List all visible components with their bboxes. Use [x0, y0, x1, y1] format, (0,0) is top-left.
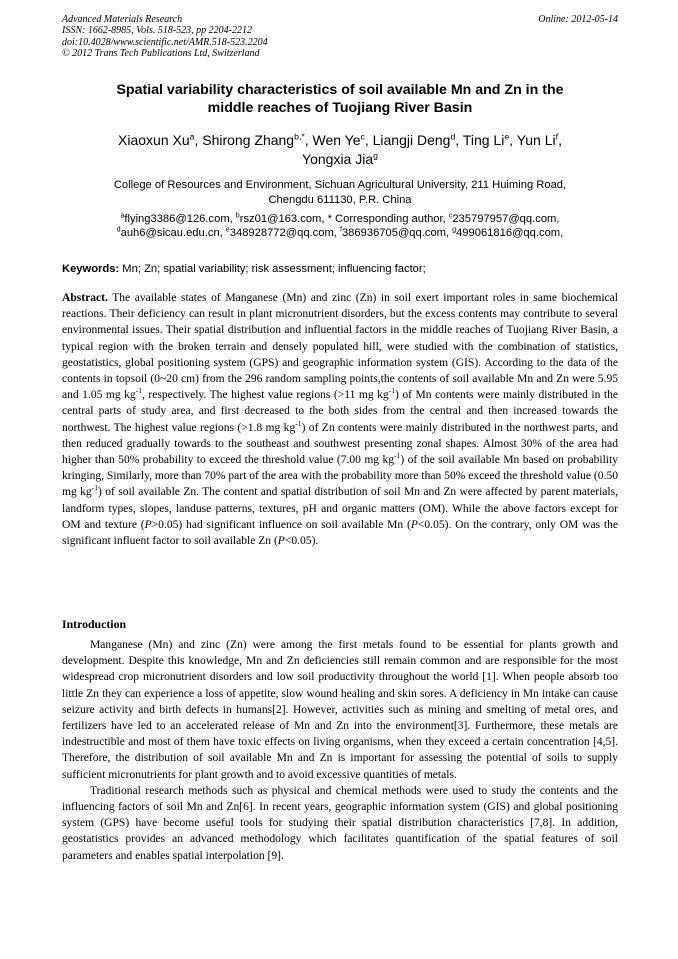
- author-affiliation-mark: g: [373, 150, 378, 161]
- email-address[interactable]: auh6@sicau.edu.cn,: [120, 227, 226, 239]
- affiliation-line-2: Chengdu 611130, P.R. China: [268, 194, 412, 206]
- author-name: Yongxia Jia: [302, 151, 374, 167]
- keywords-label: Keywords:: [62, 263, 120, 275]
- email-address[interactable]: flying3386@126.com,: [124, 213, 236, 225]
- p-value-symbol: P: [277, 535, 285, 548]
- author-separator: ,: [455, 132, 463, 148]
- email-mark: g: [452, 226, 457, 234]
- abstract-paragraph: [62, 290, 618, 549]
- title-line-2: middle reaches of Tuojiang River Basin: [207, 100, 473, 116]
- author-separator: ,: [509, 132, 517, 148]
- p-value-symbol: P: [410, 518, 418, 531]
- email-mark: e: [225, 226, 230, 234]
- paper-title: [62, 81, 618, 117]
- author-name: Yun Li: [516, 132, 556, 148]
- journal-name: Advanced Materials Research: [62, 14, 183, 25]
- affiliation: [62, 178, 618, 208]
- email-line-2: [62, 226, 618, 240]
- author-list: [62, 131, 618, 169]
- intro-paragraph: Manganese (Mn) and zinc (Zn) were among the first metals found to be essential for plants growth and development. Despite this knowledge, Mn and Zn deficiencies still remain common and are responsible for the most widespread crop micronutrient disorders and low soil productivity throughout the world [1]. When people absorb too little Zn they can experience a loss of appetite, slow wound healing and skin sores. A deficiency in Mn intake can cause seizure activity and birth defects in humans[2]. However, activities such as mining and smelting of metal ores, and fertilizers have led to an accelerated release of Mn and Zn into the environment[3]. Furthermore, these metals are indestructible and most of them have toxic effects on living organisms, when they exceed a certain concentration [4,5]. Therefore, the distribution of soil available Mn and Zn is important for assessing the potential of soils to supply sufficient micronutrients for plant growth and to avoid excessive quantities of metals.: [62, 639, 618, 781]
- author-separator: ,: [194, 132, 203, 148]
- author-separator: ,: [364, 132, 373, 148]
- unit-exponent: -1: [295, 418, 302, 428]
- abstract-text: <0.05). On the contrary, only OM was the significant influent factor to soil available Zn (: [62, 518, 618, 548]
- p-value-symbol: P: [144, 518, 152, 531]
- intro-paragraph: Traditional research methods such as physical and chemical methods were used to study the contents and the influencing factors of soil Mn and Zn[6]. In recent years, geographic information system (GIS) and global positioning system (GPS) have become useful tools for studying their spatial distribution characteristics [7,8]. In addition, geostatistics provides an advanced methodology which facilitates quantification of the spatial features of soil parameters and enables spatial interpolation [9].: [62, 784, 618, 862]
- author-separator: ,: [304, 132, 313, 148]
- author-affiliation-mark: c: [360, 131, 365, 142]
- abstract-text: <0.05).: [284, 535, 319, 548]
- author-name: Wen Ye: [312, 132, 361, 148]
- abstract-text: The available states of Manganese (Mn) and zinc (Zn) in soil exert important roles in same biochemical reactions. Their deficiency can result in plant micronutrient disorders, but the excess contents may contribute to several environmental issues. Their spatial distribution and influential factors in the middle reaches of Tuojiang River Basin, a typical region with the broken terrain and densely populated hill, were studied with the combination of statistics, geostatistics, global positioning system (GPS) and geographic information system (GIS). According to the data of the contents in topsoil (0~20 cm) from the 296 random sampling points,the contents of soil available Mn and Zn were 5.95 and 1.05 mg kg: [62, 292, 618, 402]
- doi-line[interactable]: doi:10.4028/www.scientific.net/AMR.518-523.2204: [62, 36, 268, 48]
- author-affiliation-mark: f: [555, 131, 559, 142]
- email-mark: d: [116, 226, 121, 234]
- author-affiliation-mark: b,*: [294, 131, 305, 142]
- issn-line: ISSN: 1662-8985, Vols. 518-523, pp 2204-2212: [62, 25, 252, 37]
- email-mark: c: [448, 212, 453, 220]
- author-separator: ,: [558, 132, 562, 148]
- email-address[interactable]: 499061816@qq.com,: [456, 227, 564, 239]
- abstract: [62, 290, 618, 549]
- abstract-text: ) of soil available Zn. The content and spatial distribution of soil Mn and Zn were affected by parent materials, landform types, slopes, landuse patterns, textures, pH and organic matters (OM). While the above factors except for OM and texture (: [62, 486, 618, 531]
- email-mark: f: [340, 226, 342, 234]
- abstract-text: , respectively. The highest value regions (>11 mg kg: [142, 389, 389, 402]
- author-name: Ting Li: [462, 132, 505, 148]
- email-address[interactable]: 386936705@qq.com,: [341, 227, 453, 239]
- online-date: Online: 2012-05-14: [538, 14, 618, 25]
- abstract-label: Abstract.: [62, 292, 108, 304]
- author-name: Liangji Deng: [372, 132, 451, 148]
- email-address[interactable]: 348928772@qq.com,: [229, 227, 341, 239]
- author-affiliation-mark: a: [189, 131, 195, 142]
- author-name: Shirong Zhang: [202, 132, 295, 148]
- unit-exponent: -1: [91, 483, 99, 493]
- abstract-text: >0.05) had significant influence on soil available Mn (: [151, 518, 411, 531]
- email-address[interactable]: 235797957@qq.com,: [452, 213, 560, 225]
- abstract-text: ) of Mn contents were mainly distributed in the central parts of study area, and first decreased to the both sides from the central and then increased towards the northwest. The highest value regions (>1.8 mg kg: [62, 389, 619, 434]
- keywords-text: Mn; Zn; spatial variability; risk assessment; influencing factor;: [119, 263, 426, 275]
- title-line-1: Spatial variability characteristics of soil available Mn and Zn in the: [116, 82, 564, 98]
- unit-exponent: -1: [135, 386, 143, 396]
- unit-exponent: -1: [394, 451, 401, 461]
- abstract-text: ) of Zn contents were mainly distributed in the northwest parts, and then reduced gradually towards to the southeast and southwest presenting zonal shapes. Almost 30% of the area had higher than 50% probability to exceed the threshold value (7.00 mg kg: [62, 421, 618, 467]
- introduction-heading: Introduction: [62, 617, 127, 631]
- email-mark: b: [235, 212, 240, 220]
- abstract-text: ) of the soil available Mn based on probability kringing, Similarly, more than 70% part of the area with the probability more than 50% exceed the threshold value (0.50 mg kg: [62, 454, 619, 499]
- journal-header: [62, 14, 618, 60]
- author-affiliation-mark: e: [504, 131, 510, 142]
- copyright-line: © 2012 Trans Tech Publications Ltd, Switzerland: [62, 48, 260, 60]
- affiliation-line-1: College of Resources and Environment, Sichuan Agricultural University, 211 Huiming Road,: [113, 179, 567, 191]
- author-affiliation-mark: d: [450, 131, 456, 142]
- unit-exponent: -1: [388, 386, 396, 396]
- email-mark: a: [120, 212, 125, 220]
- email-line-1: [62, 212, 618, 226]
- keywords: [62, 262, 618, 276]
- email-address[interactable]: rsz01@163.com, * Corresponding author,: [239, 213, 449, 225]
- introduction-body: [62, 637, 618, 864]
- email-list: [62, 212, 618, 240]
- author-name: Xiaoxun Xu: [118, 132, 190, 148]
